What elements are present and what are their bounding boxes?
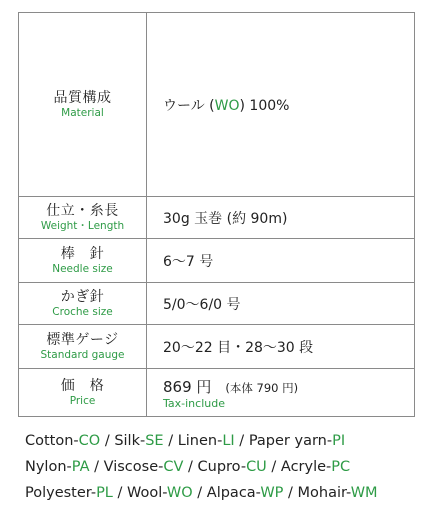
separator: / [163,433,178,449]
value-croche: 5/0～6/0 号 [147,283,415,325]
value-material-suffix: ) 100% [239,97,290,114]
fiber-name: Acryle- [280,459,332,475]
label-price-en: Price [69,394,96,407]
fiber-code: LI [222,433,235,449]
label-gauge-en: Standard gauge [40,348,125,361]
value-material-code: WO [214,97,240,114]
row-price [19,369,415,417]
value-material-prefix: ウール ( [163,97,215,114]
fiber-name: Nylon- [25,459,72,475]
price-value: 869 円 [163,377,212,396]
fiber-code: CO [78,433,101,449]
row-gauge [19,325,415,369]
fiber-code: PA [71,459,90,475]
fiber-name: Mohair- [297,485,351,501]
price-tax-note: Tax-include [163,396,225,410]
label-needle [19,239,147,283]
label-material-en: Material [61,106,104,119]
label-price-jp: 価 格 [60,377,105,394]
label-croche-jp: かぎ針 [60,288,105,305]
fiber-code: CU [246,459,267,475]
value-weight: 30g 玉巻 (約 90m) [147,197,415,239]
label-weight-jp: 仕立・糸長 [46,202,119,219]
abbreviation-line [25,480,425,506]
price-base-value: (本体 790 円) [225,380,299,395]
fiber-name: Silk- [114,433,146,449]
value-price [147,369,415,417]
label-gauge [19,325,147,369]
fiber-name: Wool- [127,485,167,501]
separator: / [234,433,249,449]
fiber-name: Polyester- [25,485,97,501]
label-croche [19,283,147,325]
row-weight [19,197,415,239]
separator: / [112,485,127,501]
label-material-jp: 品質構成 [53,89,112,106]
fiber-code: CV [163,459,184,475]
fiber-code: PI [332,433,346,449]
separator: / [192,485,207,501]
fiber-code: WO [166,485,193,501]
fiber-code: WP [260,485,284,501]
row-material [19,13,415,197]
fiber-name: Cotton- [25,433,79,449]
fiber-name: Alpaca- [206,485,261,501]
fiber-name: Viscose- [103,459,164,475]
separator: / [100,433,115,449]
label-material [19,13,147,197]
row-needle [19,239,415,283]
spec-table [18,12,415,417]
fiber-code: WM [350,485,378,501]
label-needle-en: Needle size [52,262,113,275]
fiber-name: Linen- [177,433,223,449]
value-needle: 6～7 号 [147,239,415,283]
row-croche [19,283,415,325]
fiber-code: SE [145,433,164,449]
fiber-code: PC [331,459,351,475]
label-weight [19,197,147,239]
label-croche-en: Croche size [52,305,113,318]
abbreviation-line [25,428,425,454]
fiber-abbreviation-legend [25,428,425,506]
value-gauge: 20～22 目・28～30 段 [147,325,415,369]
label-price [19,369,147,417]
label-needle-jp: 棒 針 [60,245,105,262]
separator: / [89,459,104,475]
label-gauge-jp: 標準ゲージ [46,331,119,348]
abbreviation-line [25,454,425,480]
fiber-name: Cupro- [197,459,247,475]
label-weight-en: Weight・Length [40,219,125,232]
fiber-code: PL [96,485,113,501]
separator: / [183,459,198,475]
separator: / [266,459,281,475]
separator: / [283,485,298,501]
fiber-name: Paper yarn- [248,433,333,449]
value-material [147,13,415,197]
